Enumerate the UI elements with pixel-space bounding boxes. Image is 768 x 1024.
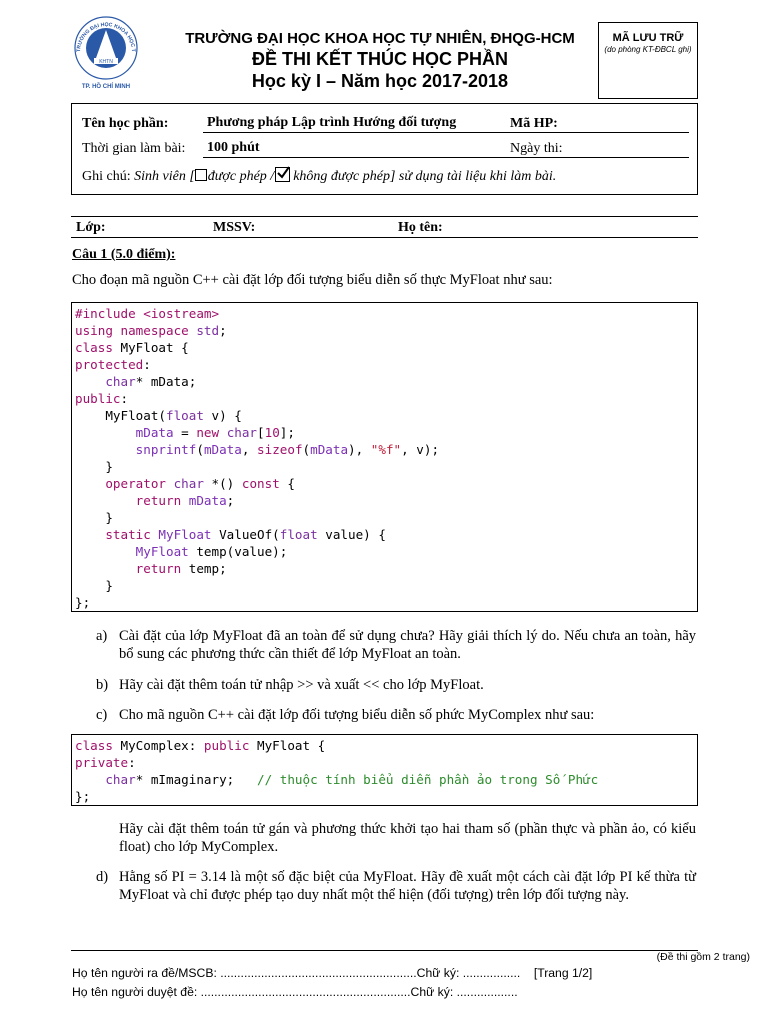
course-code-label: Mã HP:: [510, 116, 558, 131]
code-myfloat-line: }: [75, 578, 113, 593]
code-myfloat-line: };: [75, 595, 91, 610]
logo-text-top: TRƯỜNG ĐẠI HỌC KHOA HỌC T: [75, 21, 137, 53]
note-allowed: được phép /: [207, 169, 275, 184]
logo-text-mid: KHTN: [99, 59, 113, 65]
code-myfloat-line: operator char *() const {: [105, 476, 295, 491]
archive-code-box: [598, 22, 698, 99]
exam-term: Học kỳ I – Năm học 2017-2018: [251, 71, 509, 91]
question-heading: Câu 1 (5.0 điểm):: [72, 247, 176, 262]
code-mycomplex-line: };: [75, 789, 91, 804]
exam-date-field: [571, 140, 689, 158]
question-item-c: c) Cho mã nguồn C++ cài đặt lớp đối tượng biểu diễn số phức MyComplex như sau:: [96, 707, 595, 723]
checkbox-allowed-icon: [195, 169, 207, 181]
code-mycomplex-line: class MyComplex: public MyFloat {: [75, 738, 326, 753]
school-name: TRƯỜNG ĐẠI HỌC KHOA HỌC TỰ NHIÊN, ĐHQG-HCM: [185, 30, 575, 47]
code-myfloat-line: mData = new char[10];: [135, 425, 295, 440]
materials-note: [82, 167, 556, 185]
course-name-value: Phương pháp Lập trình Hướng đối tượng: [203, 115, 575, 133]
note-post: ] sử dụng tài liệu khi làm bài.: [389, 169, 557, 184]
code-myfloat-line: MyFloat temp(value);: [135, 544, 288, 559]
class-label: Lớp:: [76, 220, 106, 235]
code-mycomplex-line: private:: [75, 755, 136, 770]
question-item-b: b) Hãy cài đặt thêm toán tử nhập >> và xuất << cho lớp MyFloat.: [96, 677, 484, 693]
question-item-a: a) Cài đặt của lớp MyFloat đã an toàn để sử dụng chưa? Hãy giải thích lý do. Nếu chưa an toàn, hãy bổ sung các phương thức cần thiết để lớp MyFloat an toàn.: [96, 628, 696, 662]
course-info-box: [71, 103, 698, 195]
checkbox-checked-icon: [275, 167, 290, 182]
code-block-mycomplex: [71, 734, 698, 806]
code-myfloat-line: char* mData;: [105, 374, 197, 389]
student-id-label: MSSV:: [213, 220, 256, 235]
code-myfloat-line: static MyFloat ValueOf(float value) {: [105, 527, 386, 542]
note-pre: Sinh viên [: [134, 169, 195, 184]
code-myfloat-line: snprintf(mData, sizeof(mData), "%f", v);: [135, 442, 440, 457]
student-name-label: Họ tên:: [398, 220, 443, 235]
code-myfloat-line: return temp;: [135, 561, 227, 576]
code-myfloat-line: }: [75, 510, 113, 525]
archive-label: MÃ LƯU TRỮ: [612, 32, 684, 44]
note-not-allowed: không được phép: [293, 169, 390, 184]
code-myfloat-line: #include <iostream>: [75, 306, 220, 321]
author-signature-line: Họ tên người ra đề/MSCB: ..........................................................Chữ ký: ................. [Trang 1/2]: [72, 966, 593, 980]
exam-title: ĐỀ THI KẾT THÚC HỌC PHẦN: [252, 49, 508, 69]
question-item-d: d) Hằng số PI = 3.14 là một số đặc biệt của MyFloat. Hãy đề xuất một cách cài đặt lớp PI kế thừa từ MyFloat và chỉ được phép tạo duy nhất một thể hiện (đối tượng) trên lớp đối tượng này.: [96, 869, 696, 903]
note-label: Ghi chú:: [82, 169, 131, 184]
code-myfloat-line: return mData;: [135, 493, 235, 508]
archive-note: (do phòng KT-ĐBCL ghi): [604, 45, 692, 54]
course-name-label: Tên học phần:: [82, 116, 169, 131]
time-label: Thời gian làm bài:: [82, 141, 186, 156]
code-myfloat-line: using namespace std;: [75, 323, 235, 338]
page-count-note: (Đề thi gồm 2 trang): [656, 951, 750, 963]
code-block-myfloat: [71, 302, 698, 612]
date-label: Ngày thi:: [510, 141, 563, 156]
question-intro: Cho đoạn mã nguồn C++ cài đặt lớp đối tượng biểu diễn số thực MyFloat như sau:: [72, 272, 553, 288]
question-item-c-followup: Hãy cài đặt thêm toán tử gán và phương thức khởi tạo hai tham số (phần thực và phần ảo, có kiểu float) cho lớp MyComplex.: [119, 821, 696, 855]
reviewer-signature-line: Họ tên người duyệt đề: ..............................................................Chữ ký: ..................: [72, 985, 518, 999]
code-myfloat-line: protected:: [75, 357, 151, 372]
course-code-field: [571, 115, 689, 133]
time-value: 100 phút: [203, 140, 575, 158]
code-myfloat-line: public:: [75, 391, 129, 406]
student-info-line: [71, 216, 698, 238]
code-myfloat-line: MyFloat(float v) {: [75, 408, 242, 423]
code-mycomplex-line: char* mImaginary; // thuộc tính biểu diễn phần ảo trong Số Phức: [105, 772, 599, 787]
code-myfloat-line: }: [75, 459, 113, 474]
logo-text-bottom: TP. HỒ CHÍ MINH: [81, 84, 131, 90]
code-myfloat-line: class MyFloat {: [75, 340, 189, 355]
university-logo: [72, 14, 140, 90]
